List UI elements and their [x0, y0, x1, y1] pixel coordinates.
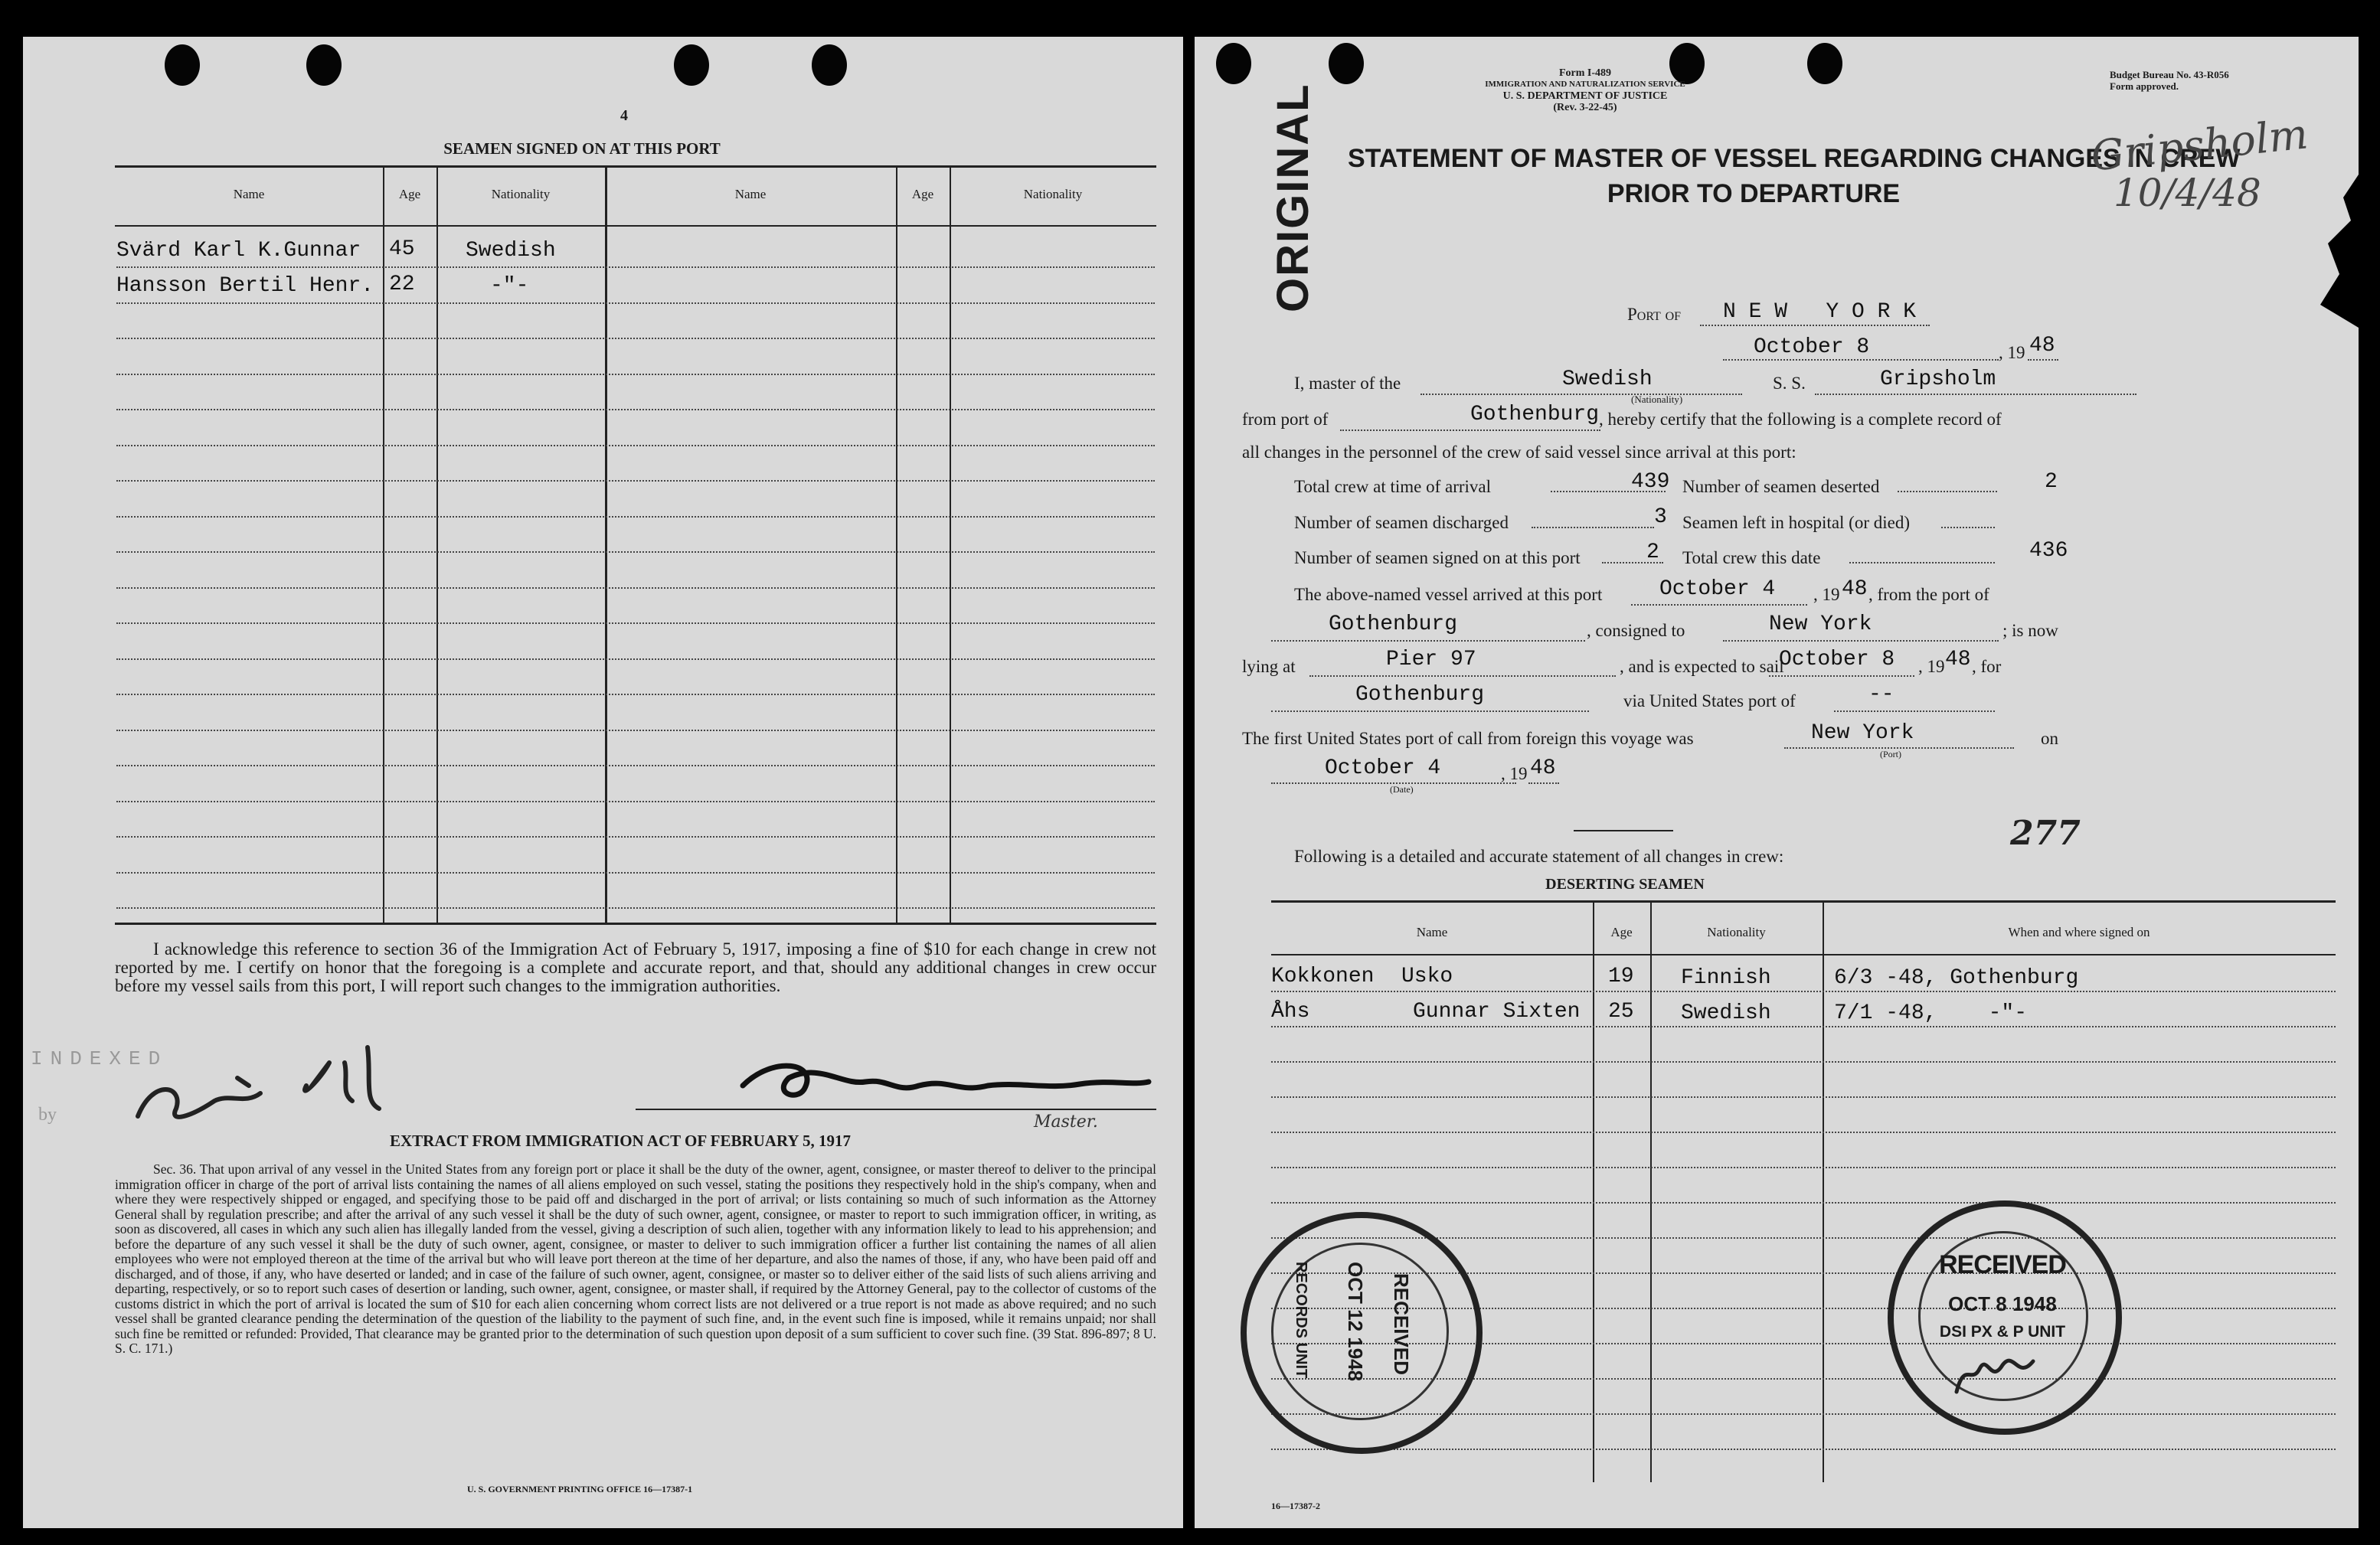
original-stamp: ORIGINAL	[1268, 83, 1318, 312]
deserting-header-signed: When and where signed on	[2008, 925, 2150, 939]
deserter-age: 19	[1608, 965, 1634, 988]
for-label: , for	[1972, 657, 2002, 676]
master-label: Master.	[1034, 1112, 1098, 1132]
port-of-label: Port of	[1627, 305, 1682, 324]
row-rule	[116, 836, 1155, 838]
header-age: Age	[911, 187, 934, 201]
total-crew-date: 436	[2029, 539, 2068, 563]
deserter-given: Usko	[1401, 965, 1453, 988]
header-age: Age	[398, 187, 421, 201]
consigned-to: New York	[1769, 612, 1872, 636]
row-rule	[116, 694, 1155, 695]
field-line	[1271, 710, 1589, 712]
deserter-surname: Åhs	[1271, 1000, 1310, 1024]
header-name: Name	[734, 187, 767, 201]
revision-line: (Rev. 3-22-45)	[1553, 102, 1617, 113]
master-of-label: I, master of the	[1294, 374, 1401, 393]
nationality-caption: (Nationality)	[1631, 394, 1683, 405]
deserted-label: Number of seamen deserted	[1682, 477, 1880, 496]
table-header-border	[115, 225, 1156, 227]
total-crew-arrival: 439	[1631, 470, 1670, 494]
budget-bureau	[2110, 69, 2229, 92]
deserter-signed: 7/1 -48, -"-	[1834, 1001, 2028, 1025]
field-line	[1309, 675, 1616, 677]
row-rule	[116, 480, 1155, 482]
arrived-from: Gothenburg	[1329, 612, 1458, 636]
signed-on-count: 2	[1646, 541, 1659, 564]
from-the-port-label: , from the port of	[1868, 585, 1989, 604]
arrived-date: October 4	[1659, 577, 1776, 601]
total-crew-date-label: Total crew this date	[1682, 548, 1821, 567]
via-value: --	[1868, 683, 1895, 707]
column-line	[383, 165, 384, 923]
deserter-surname: Kokkonen	[1271, 965, 1375, 988]
ss-label: S. S.	[1773, 374, 1806, 393]
punch-hole	[165, 44, 200, 86]
received-stamp-unit: DSI PX & P UNIT	[1939, 1323, 2066, 1341]
row-rule	[116, 338, 1155, 339]
received-stamp-date: OCT 8 1948	[1948, 1292, 2057, 1315]
row-rule	[116, 445, 1155, 446]
sail-year-prefix: , 19	[1918, 657, 1945, 676]
following-text: Following is a detailed and accurate statement of all changes in crew:	[1294, 847, 1784, 866]
header-name: Name	[233, 187, 265, 201]
arrived-year: 48	[1842, 577, 1868, 601]
received-stamp-title: RECEIVED	[1939, 1250, 2066, 1279]
row-rule	[116, 551, 1155, 553]
field-line	[1723, 640, 1999, 642]
form-number: Form I-489	[1558, 67, 1612, 79]
handwritten-page-number: 277	[2010, 814, 2081, 853]
table-row-name: Svärd Karl K.Gunnar	[116, 239, 361, 263]
port-value: N E W Y O R K	[1723, 300, 1917, 324]
indexed-stamp: INDEXED	[31, 1047, 168, 1070]
torn-edge	[2297, 175, 2359, 328]
statement-date: October 8	[1754, 335, 1870, 359]
row-rule	[116, 409, 1155, 410]
deserting-header-nationality: Nationality	[1707, 925, 1766, 939]
row-rule	[116, 730, 1155, 731]
row-rule	[116, 907, 1155, 909]
table-bottom-border	[115, 923, 1156, 925]
column-line	[1593, 900, 1594, 1482]
master-signature	[727, 1047, 1156, 1109]
table-row-name: Hansson Bertil Henr.	[116, 274, 374, 298]
row-rule	[1271, 1026, 2336, 1027]
row-rule	[1271, 1167, 2336, 1168]
row-rule	[116, 801, 1155, 802]
section-36-text: Sec. 36. That upon arrival of any vessel in the United States from any foreign port or place it shall be the duty of the owner, agent, consignee, or master thereof to deliver to the principal immigration officer in charge of the port of arrival lists containing the names of all aliens employed on such vessel, stating the positions they respectively hold in the ship's company, when and where they were respectively shipped or engaged, and specifying those to be paid off and discharged in the port of arrival; or lists containing so much of such information as the Attorney General shall by regulation prescribe; and after the arrival of any such vessel it shall be the duty of such owner, agent, consignee, or master to report to such immigration officer, in writing, as soon as discovered, all cases in which any such alien has illegally landed from the vessel, giving a description of such alien, together with any information likely to lead to his apprehension; and before the departure of any such vessel it shall be the duty of such owner, agent, consignee, or master to deliver to such immigration officer a further list containing the names of all alien employees who were not employed thereon at the time of the arrival but who will leave port thereon at the time of her departure, and also the names of those, if any, who have been paid off and discharged, and of those, if any, who have deserted or landed; and in case of the failure of such owner, agent, consignee, or master so to deliver either of the said lists of such aliens arriving and departing, respectively, or so to report such cases of desertion or landing, such owner, agent, consignee, or master shall, if required by the Attorney General, pay to the collector of customs of the customs district in which the port of arrival is located the sum of $10 for each alien concerning whom correct lists are not delivered or a true report is not made as above required; and no such vessel shall be granted clearance pending the determination of the question of the liability to the payment of such fine, and, in the event such fine is imposed, while it remains unpaid; nor shall such fine be remitted or refunded: Provided, That clearance may be granted prior to the determination of such question upon deposit of a sum sufficient to cover such fine. (39 Stat. 896-897; 8 U. S. C. 171.)	[115, 1161, 1156, 1356]
printer-line: 16—17387-2	[1271, 1501, 1320, 1511]
records-unit-received: RECEIVED	[1390, 1273, 1413, 1375]
first-year: 48	[1530, 756, 1556, 780]
punch-hole	[306, 44, 342, 86]
form-title: STATEMENT OF MASTER OF VESSEL REGARDING CHANGES IN CREW	[1348, 144, 2241, 173]
from-port-value: Gothenburg	[1470, 403, 1600, 426]
row-rule	[116, 765, 1155, 766]
vessel-name: Gripsholm	[1880, 367, 1996, 391]
row-rule	[1271, 1096, 2336, 1098]
deserted-count: 2	[2045, 470, 2058, 494]
separator-line	[1574, 830, 1673, 831]
row-rule	[1271, 991, 2336, 992]
row-rule	[116, 374, 1155, 375]
column-line	[896, 165, 897, 923]
indexed-by-label: by	[38, 1105, 57, 1125]
signed-on-label: Number of seamen signed on at this port	[1294, 548, 1581, 567]
year-prefix: , 19	[1999, 343, 2025, 362]
department-line: U. S. DEPARTMENT OF JUSTICE	[1502, 90, 1668, 102]
row-rule	[116, 587, 1155, 589]
discharged-count: 3	[1654, 505, 1667, 529]
page-title: SEAMEN SIGNED ON AT THIS PORT	[443, 139, 721, 158]
header-nationality: Nationality	[491, 187, 551, 201]
acknowledgement-text: I acknowledge this reference to section 36 of the Immigration Act of February 5, 1917, imposing a fine of $10 for each change in crew not reported by me. I certify on honor that the foregoing is a complete and accurate report, and that, should any additional changes in crew occur before my vessel sails from this port, I will report such changes to the immigration authorities.	[115, 939, 1156, 995]
table-row-nationality: Swedish	[466, 239, 556, 263]
field-line	[1834, 710, 1995, 712]
records-unit-text: RECORDS UNIT	[1293, 1262, 1309, 1379]
first-year-prefix: , 19	[1501, 764, 1528, 783]
is-now-label: ; is now	[2002, 621, 2058, 640]
table-row-nationality: -"-	[490, 274, 529, 298]
form-header	[1447, 67, 1723, 113]
arrived-year-prefix: , 19	[1813, 585, 1840, 604]
field-line	[1420, 394, 1742, 395]
page-number: 4	[620, 107, 628, 124]
stamp-initials	[1949, 1346, 2056, 1400]
field-line	[1528, 782, 1559, 784]
field-line	[2028, 359, 2058, 361]
sail-year: 48	[1945, 648, 1971, 671]
field-line	[1815, 394, 2136, 395]
sail-date: October 8	[1779, 648, 1895, 671]
row-rule	[116, 622, 1155, 624]
table-top-border	[115, 165, 1156, 168]
first-date: October 4	[1325, 756, 1441, 780]
lying-at-label: lying at	[1242, 657, 1296, 676]
punch-hole	[812, 44, 847, 86]
punch-hole	[1216, 43, 1251, 84]
row-rule	[116, 658, 1155, 660]
first-port: New York	[1811, 721, 1914, 745]
row-rule	[116, 516, 1155, 518]
punch-hole	[1807, 43, 1842, 84]
consigned-label: , consigned to	[1587, 621, 1685, 640]
destination: Gothenburg	[1355, 683, 1485, 707]
total-crew-arrival-label: Total crew at time of arrival	[1294, 477, 1492, 496]
expected-label: , and is expected to sail	[1620, 657, 1784, 676]
printer-line: U. S. GOVERNMENT PRINTING OFFICE 16—17387-1	[467, 1484, 693, 1494]
deserter-age: 25	[1608, 1000, 1634, 1024]
form-approved: Form approved.	[2110, 80, 2179, 92]
statement-year: 48	[2029, 334, 2055, 358]
deserter-nationality: Swedish	[1681, 1001, 1771, 1025]
row-rule	[116, 872, 1155, 874]
field-line	[1631, 604, 1807, 606]
right-page	[1195, 37, 2359, 1528]
field-line	[1769, 675, 1914, 677]
certify-text: , hereby certify that the following is a complete record of	[1599, 410, 2002, 429]
extract-title: EXTRACT FROM IMMIGRATION ACT OF FEBRUARY 5, 1917	[389, 1132, 852, 1150]
punch-hole	[674, 44, 709, 86]
from-port-label: from port of	[1242, 410, 1329, 429]
column-line	[1650, 900, 1652, 1482]
clerk-initials-signature	[115, 1032, 528, 1139]
deserter-nationality: Finnish	[1681, 966, 1771, 990]
changes-text: all changes in the personnel of the crew of said vessel since arrival at this port:	[1242, 443, 1796, 462]
field-line	[1898, 491, 1997, 492]
first-port-label: The first United States port of call from foreign this voyage was	[1242, 729, 1694, 748]
column-line	[436, 165, 438, 923]
deserting-header-name: Name	[1416, 925, 1448, 939]
deserting-title: DESERTING SEAMEN	[1545, 876, 1705, 893]
header-nationality: Nationality	[1023, 187, 1083, 201]
field-line	[1849, 562, 1995, 563]
lying-at-value: Pier 97	[1386, 648, 1476, 671]
date-caption: (Date)	[1390, 784, 1414, 795]
records-unit-date: OCT 12 1948	[1344, 1262, 1367, 1382]
master-signature-line	[636, 1109, 1156, 1110]
handwritten-date: 10/4/48	[2114, 171, 2261, 215]
column-line	[605, 165, 607, 923]
vessel-nationality: Swedish	[1562, 367, 1653, 391]
budget-number: Budget Bureau No. 43-R056	[2110, 69, 2229, 80]
deserter-given: Gunnar Sixten	[1413, 1000, 1581, 1024]
column-line	[950, 165, 951, 923]
field-line	[1700, 325, 1930, 326]
table-row-age: 22	[389, 273, 415, 296]
column-line	[1823, 900, 1824, 1482]
deserting-header-age: Age	[1610, 925, 1633, 939]
field-line	[1941, 527, 1995, 528]
row-rule	[1271, 1132, 2336, 1133]
field-line	[1340, 430, 1600, 431]
row-rule	[1271, 1061, 2336, 1063]
on-label: on	[2041, 729, 2058, 748]
field-line	[1271, 640, 1585, 642]
left-page	[23, 37, 1183, 1528]
hospital-label: Seamen left in hospital (or died)	[1682, 513, 1911, 532]
port-caption: (Port)	[1880, 749, 1901, 759]
field-line	[1723, 359, 1999, 361]
agency-line: IMMIGRATION AND NATURALIZATION SERVICE	[1485, 80, 1685, 89]
punch-hole	[1329, 43, 1364, 84]
row-rule	[1271, 1202, 2336, 1204]
table-header-border	[1271, 954, 2336, 955]
discharged-label: Number of seamen discharged	[1294, 513, 1509, 532]
via-label: via United States port of	[1623, 691, 1796, 710]
table-row-age: 45	[389, 237, 415, 261]
row-rule	[116, 266, 1155, 268]
row-rule	[1271, 1449, 2336, 1450]
row-rule	[116, 302, 1155, 304]
deserter-signed: 6/3 -48, Gothenburg	[1834, 966, 2079, 990]
field-line	[1532, 527, 1654, 528]
arrived-label: The above-named vessel arrived at this port	[1294, 585, 1603, 604]
table-top-border	[1271, 900, 2336, 903]
handwritten-ship-name: Gripsholm	[2088, 109, 2310, 181]
form-subtitle: PRIOR TO DEPARTURE	[1607, 179, 1901, 208]
